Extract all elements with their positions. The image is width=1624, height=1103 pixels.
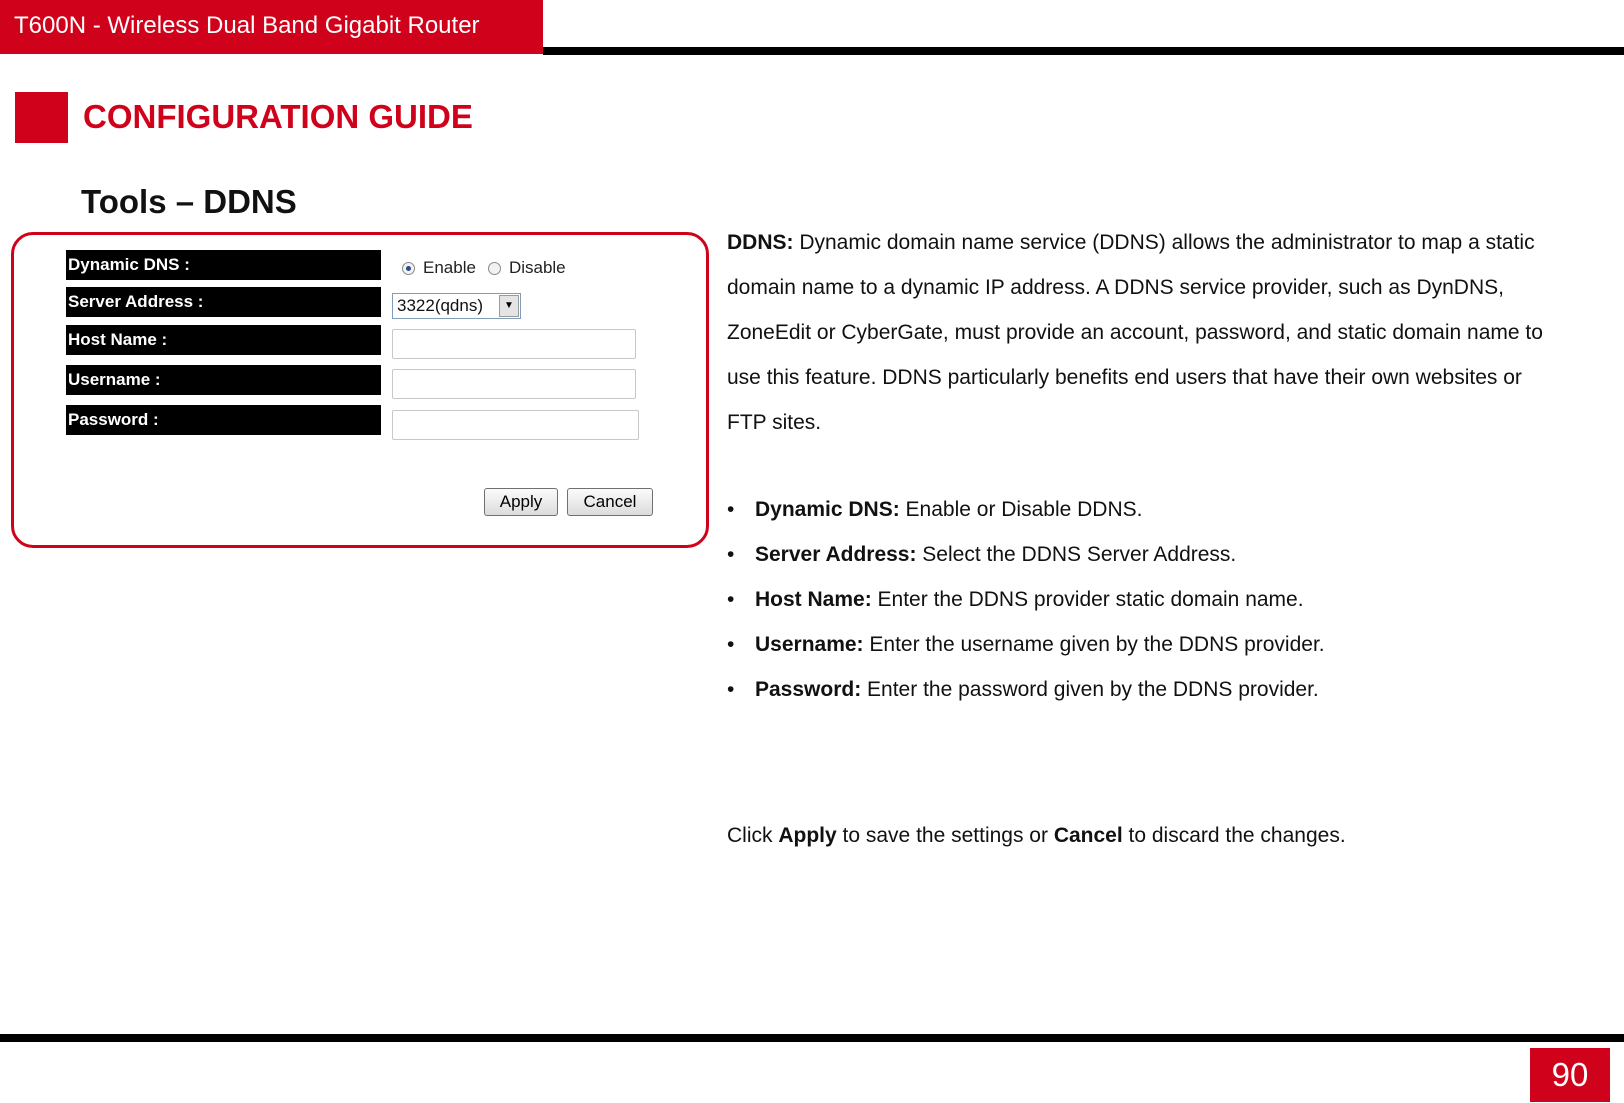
dropdown-arrow-icon[interactable]: ▼	[499, 295, 519, 317]
page-number: 90	[1530, 1048, 1610, 1102]
bullet-term: Username:	[755, 633, 864, 656]
section-title: Tools – DDNS	[81, 183, 297, 220]
disable-radio[interactable]	[488, 262, 501, 275]
label-username: Username :	[66, 365, 381, 395]
header-rule	[543, 47, 1624, 55]
guide-title: CONFIGURATION GUIDE	[83, 98, 473, 135]
apply-button[interactable]: Apply	[484, 488, 558, 516]
field-list	[727, 487, 1557, 712]
click-prefix: Click	[727, 824, 779, 847]
ddns-description	[727, 220, 1557, 445]
ddns-term: DDNS:	[727, 231, 794, 254]
list-item	[727, 622, 1557, 667]
ddns-description-text: Dynamic domain name service (DDNS) allows the administrator to map a static domain name to a dynamic IP address. A DDNS service provider, such as DynDNS, ZoneEdit or CyberGate, must provide an account, password, and static domain name to use this feature. DDNS particularly benefits end users that have their own websites or FTP sites.	[727, 231, 1543, 434]
label-password: Password :	[66, 405, 381, 435]
cancel-button[interactable]: Cancel	[567, 488, 653, 516]
guide-marker	[15, 92, 68, 143]
bullet-term: Host Name:	[755, 588, 872, 611]
label-server-address: Server Address :	[66, 287, 381, 317]
dynamic-dns-radio-group	[402, 258, 566, 278]
list-item	[727, 487, 1557, 532]
host-name-input[interactable]	[392, 329, 636, 359]
bullet-icon: •	[727, 588, 735, 611]
bullet-text: Enter the password given by the DDNS provider.	[861, 678, 1319, 701]
bullet-icon: •	[727, 543, 735, 566]
label-dynamic-dns: Dynamic DNS :	[66, 250, 381, 280]
product-title: T600N - Wireless Dual Band Gigabit Router	[14, 12, 480, 39]
click-cancel: Cancel	[1053, 824, 1123, 847]
list-item	[727, 667, 1557, 712]
enable-radio[interactable]	[402, 262, 415, 275]
bullet-text: Enable or Disable DDNS.	[899, 498, 1143, 521]
bullet-text: Enter the username given by the DDNS provider.	[863, 633, 1325, 656]
footer-rule	[0, 1034, 1624, 1042]
header-product-tab	[0, 0, 543, 54]
bullet-term: Server Address:	[755, 543, 917, 566]
click-apply: Apply	[778, 824, 837, 847]
label-host-name: Host Name :	[66, 325, 381, 355]
list-item	[727, 577, 1557, 622]
bullet-icon: •	[727, 678, 735, 701]
server-address-select[interactable]	[392, 293, 521, 319]
bullet-term: Password:	[755, 678, 862, 701]
disable-radio-label[interactable]: Disable	[508, 258, 566, 277]
bullet-text: Select the DDNS Server Address.	[916, 543, 1237, 566]
username-input[interactable]	[392, 369, 636, 399]
bullet-icon: •	[727, 498, 735, 521]
bullet-text: Enter the DDNS provider static domain name.	[871, 588, 1304, 611]
click-suffix: to discard the changes.	[1122, 824, 1346, 847]
bullet-term: Dynamic DNS:	[755, 498, 900, 521]
password-input[interactable]	[392, 410, 639, 440]
apply-cancel-instruction	[727, 813, 1346, 858]
bullet-icon: •	[727, 633, 735, 656]
enable-radio-label[interactable]: Enable	[423, 258, 476, 277]
click-middle: to save the settings or	[836, 824, 1054, 847]
list-item	[727, 532, 1557, 577]
server-address-value: 3322(qdns)	[397, 296, 484, 315]
